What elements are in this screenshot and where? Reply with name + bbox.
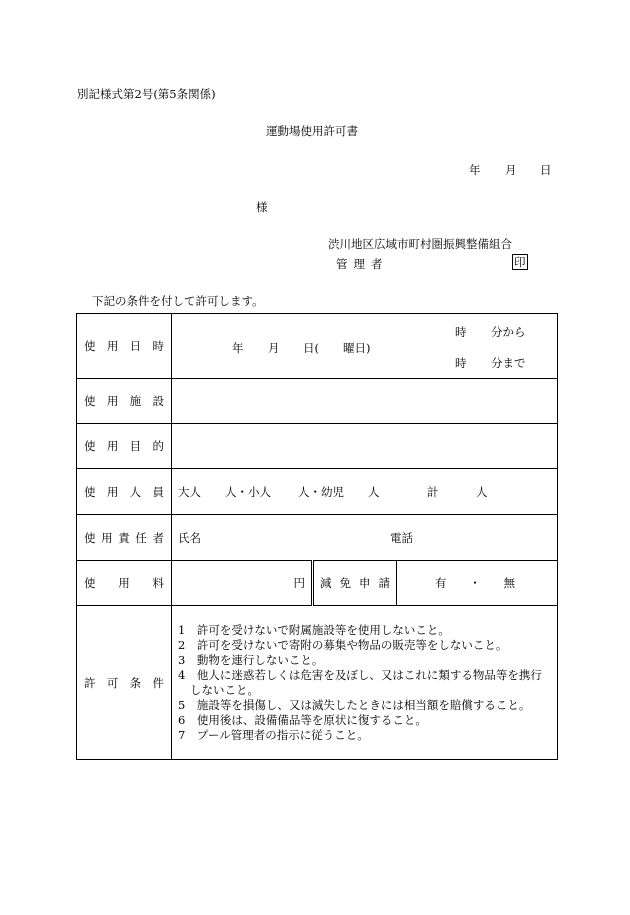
label-char: 任 [135,530,147,545]
condition-item: 6 使用後は、設備備品等を原状に復すること。 [178,712,427,727]
label-char: 用 [118,576,130,590]
label-char: 用 [101,530,113,545]
row-usage-datetime [77,314,558,379]
label-char: 可 [106,675,119,690]
organization-name: 渋川地区広域市町村圏振興整備組合 [328,237,512,251]
conditions-list [172,606,558,760]
label-char: 責 [118,530,130,545]
child-label: 人・小人 [225,485,271,499]
condition-item: 2 許可を受けないで寄附の募集や物品の販売等をしないこと。 [178,637,508,652]
label-char: 員 [152,484,164,499]
usage-datetime-field[interactable] [172,314,558,379]
label-fee [77,561,172,606]
label-char: 時 [152,339,164,353]
time-from-min: 分から [491,325,526,339]
reduction-dot: ・ [469,576,481,590]
infant-label: 人・幼児 [298,485,344,499]
form-reference: 別記様式第2号(第5条関係) [77,87,216,101]
infant-unit: 人 [368,485,380,499]
persons-field[interactable] [172,469,558,515]
fee-field[interactable] [172,561,313,606]
label-char: 使 [84,576,96,590]
label-char: 日 [129,339,142,353]
label-char: 者 [152,530,164,545]
purpose-field[interactable] [172,424,558,469]
condition-item-continued: しないこと。 [190,682,259,697]
condition-item: 1 許可を受けないで附属施設等を使用しないこと。 [178,622,450,637]
total-label: 計 [427,485,439,499]
label-char: 使 [84,339,96,353]
reduction-yes[interactable]: 有 [435,576,447,590]
datetime-year: 年 [232,341,244,355]
label-char: 施 [129,394,142,408]
total-unit: 人 [476,485,488,499]
label-reduction [313,561,397,606]
intro-text: 下記の条件を付して許可します。 [92,294,264,308]
addressee-suffix: 様 [256,200,268,214]
row-facility [77,379,558,424]
seal-mark: 印 [514,255,526,269]
label-char: 使 [84,394,96,408]
label-facility [77,379,172,424]
label-char: 使 [84,439,96,453]
condition-item: 3 動物を連行しないこと。 [178,652,324,667]
reduction-field[interactable] [397,561,558,606]
label-char: 使 [84,484,96,499]
label-responsible [77,515,172,561]
adult-label: 大人 [178,485,201,499]
label-char: 用 [106,484,119,499]
datetime-day: 日( [303,341,319,355]
row-responsible [77,515,558,561]
label-char: 使 [84,530,96,545]
permit-table [76,313,558,760]
label-purpose [77,424,172,469]
responsible-field[interactable] [172,515,558,561]
label-char: 減 [320,576,332,590]
datetime-weekday: 曜日) [343,341,371,355]
label-char: 許 [84,675,96,690]
date-day-label: 日 [540,163,552,177]
manager-label: 管理者 [336,257,389,271]
time-from-hour: 時 [455,325,467,339]
label-char: 用 [106,339,119,353]
label-char: 免 [339,576,351,590]
row-purpose [77,424,558,469]
label-usage-datetime [77,314,172,379]
label-char: 用 [106,439,119,453]
reduction-no[interactable]: 無 [503,576,515,590]
time-to-hour: 時 [455,356,467,370]
date-month-label: 月 [505,163,517,177]
label-char: 目 [129,439,142,453]
document-title: 運動場使用許可書 [266,124,358,138]
label-char: 請 [378,576,390,590]
label-char: 条 [129,675,142,690]
label-conditions [77,606,172,760]
phone-label: 電話 [390,531,413,545]
label-char: 人 [129,484,142,499]
yen-label: 円 [293,576,305,590]
label-char: 件 [152,675,164,690]
label-persons [77,469,172,515]
row-fee [77,561,558,606]
label-char: 設 [152,394,164,408]
label-char: 申 [359,576,371,590]
label-char: 用 [106,394,119,408]
condition-item: 7 プール管理者の指示に従うこと。 [178,727,369,742]
date-year-label: 年 [469,163,481,177]
facility-field[interactable] [172,379,558,424]
name-label: 氏名 [178,531,201,545]
label-char: 料 [152,576,164,590]
row-conditions [77,606,558,760]
condition-item: 5 施設等を損傷し、又は滅失したときには相当額を賠償すること。 [178,697,531,712]
condition-item: 4 他人に迷惑若しくは危害を及ぼし、又はこれに類する物品等を携行 [178,667,542,682]
datetime-month: 月 [268,341,280,355]
row-persons [77,469,558,515]
time-to-min: 分まで [491,356,526,370]
label-char: 的 [152,439,164,453]
